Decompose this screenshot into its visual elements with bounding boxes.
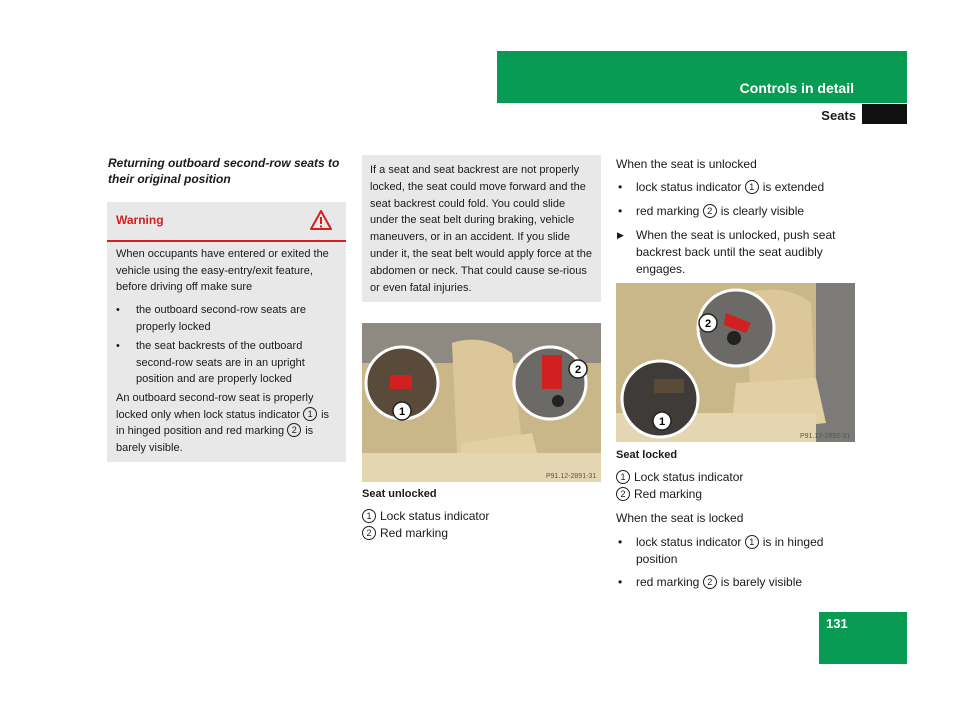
bullet-dot: • bbox=[116, 304, 120, 316]
warning-bullet-2: the seat backrests of the outboard second-row seats are in an upright position and are properly locked bbox=[136, 340, 305, 385]
section-title: Controls in detail bbox=[739, 80, 854, 96]
page-number: 131 bbox=[826, 616, 848, 631]
callout-2: 2 bbox=[574, 364, 582, 376]
warning-continued-text: If a seat and seat backrest are not properly locked, the seat could move forward and the seat backrest could fold. You could slide under the seat belt during braking, vehicle maneuvers, or in an accident. If you slide under it, the seat belt would apply force at the abdomen or neck. That could cause se-rious or even fatal injuries. bbox=[370, 164, 592, 294]
figure-code: P91.12-2891-31 bbox=[546, 473, 597, 480]
warning-intro: When occupants have entered or exited the vehicle using the easy-entry/exit feature, before driving off make sure bbox=[116, 248, 329, 293]
warning-outro-c: is barely visible. bbox=[116, 425, 314, 454]
chapter-tab bbox=[862, 104, 907, 124]
bullet-dot: • bbox=[618, 575, 623, 589]
unlocked-bullet-1: lock status indicator 1 is extended bbox=[636, 180, 825, 194]
marker-2: 2 bbox=[616, 487, 630, 501]
bullet-dot: • bbox=[618, 204, 623, 218]
marker-1: 1 bbox=[303, 407, 317, 421]
step-arrow-icon: ▶ bbox=[617, 230, 624, 240]
warning-label: Warning bbox=[116, 213, 164, 227]
locked-bullet-1: lock status indicator 1 is in hinged position bbox=[636, 535, 824, 566]
figure-code: P91.12-2892-31 bbox=[800, 433, 851, 440]
warning-outro bbox=[116, 390, 338, 456]
unlocked-intro: When the seat is unlocked bbox=[616, 157, 757, 171]
unlocked-bullet-2: red marking 2 is clearly visible bbox=[636, 204, 805, 218]
bullet-dot: • bbox=[618, 180, 623, 194]
seat-locked-photo bbox=[616, 283, 855, 442]
callout-1: 1 bbox=[398, 406, 406, 418]
marker-2: 2 bbox=[362, 526, 376, 540]
procedure-heading: Returning outboard second-row seats to their original position bbox=[108, 156, 340, 186]
bullet-dot: • bbox=[618, 535, 623, 549]
legend-item-1: 1 Lock status indicator bbox=[616, 469, 743, 486]
legend-item-2: 2 Red marking bbox=[362, 525, 448, 542]
warning-outro-a: An outboard second-row seat is properly locked only when lock status indicator bbox=[116, 392, 314, 421]
figure-caption-unlocked: Seat unlocked bbox=[362, 488, 437, 500]
locked-bullet-2: red marking 2 is barely visible bbox=[636, 575, 803, 589]
warning-triangle-icon bbox=[309, 209, 333, 231]
legend-item-1: 1 Lock status indicator bbox=[362, 508, 489, 525]
locked-intro: When the seat is locked bbox=[616, 511, 744, 525]
marker-2: 2 bbox=[703, 575, 717, 589]
legend-item-2: 2 Red marking bbox=[616, 486, 702, 503]
warning-outro-b: is in hinged position and red marking bbox=[116, 408, 330, 437]
callout-2: 2 bbox=[704, 318, 712, 330]
warning-bullet-1: the outboard second-row seats are properly locked bbox=[136, 304, 306, 333]
bullet-dot: • bbox=[116, 340, 120, 352]
marker-1: 1 bbox=[616, 470, 630, 484]
marker-2: 2 bbox=[703, 204, 717, 218]
marker-1: 1 bbox=[362, 509, 376, 523]
marker-1: 1 bbox=[745, 180, 759, 194]
figure-caption-locked: Seat locked bbox=[616, 449, 678, 461]
step-instruction: When the seat is unlocked, push seat backrest back until the seat audibly engages. bbox=[636, 228, 836, 276]
callout-1: 1 bbox=[658, 416, 666, 428]
subsection-title: Seats bbox=[821, 108, 856, 123]
marker-2: 2 bbox=[287, 423, 301, 437]
seat-unlocked-photo bbox=[362, 323, 601, 482]
marker-1: 1 bbox=[745, 535, 759, 549]
